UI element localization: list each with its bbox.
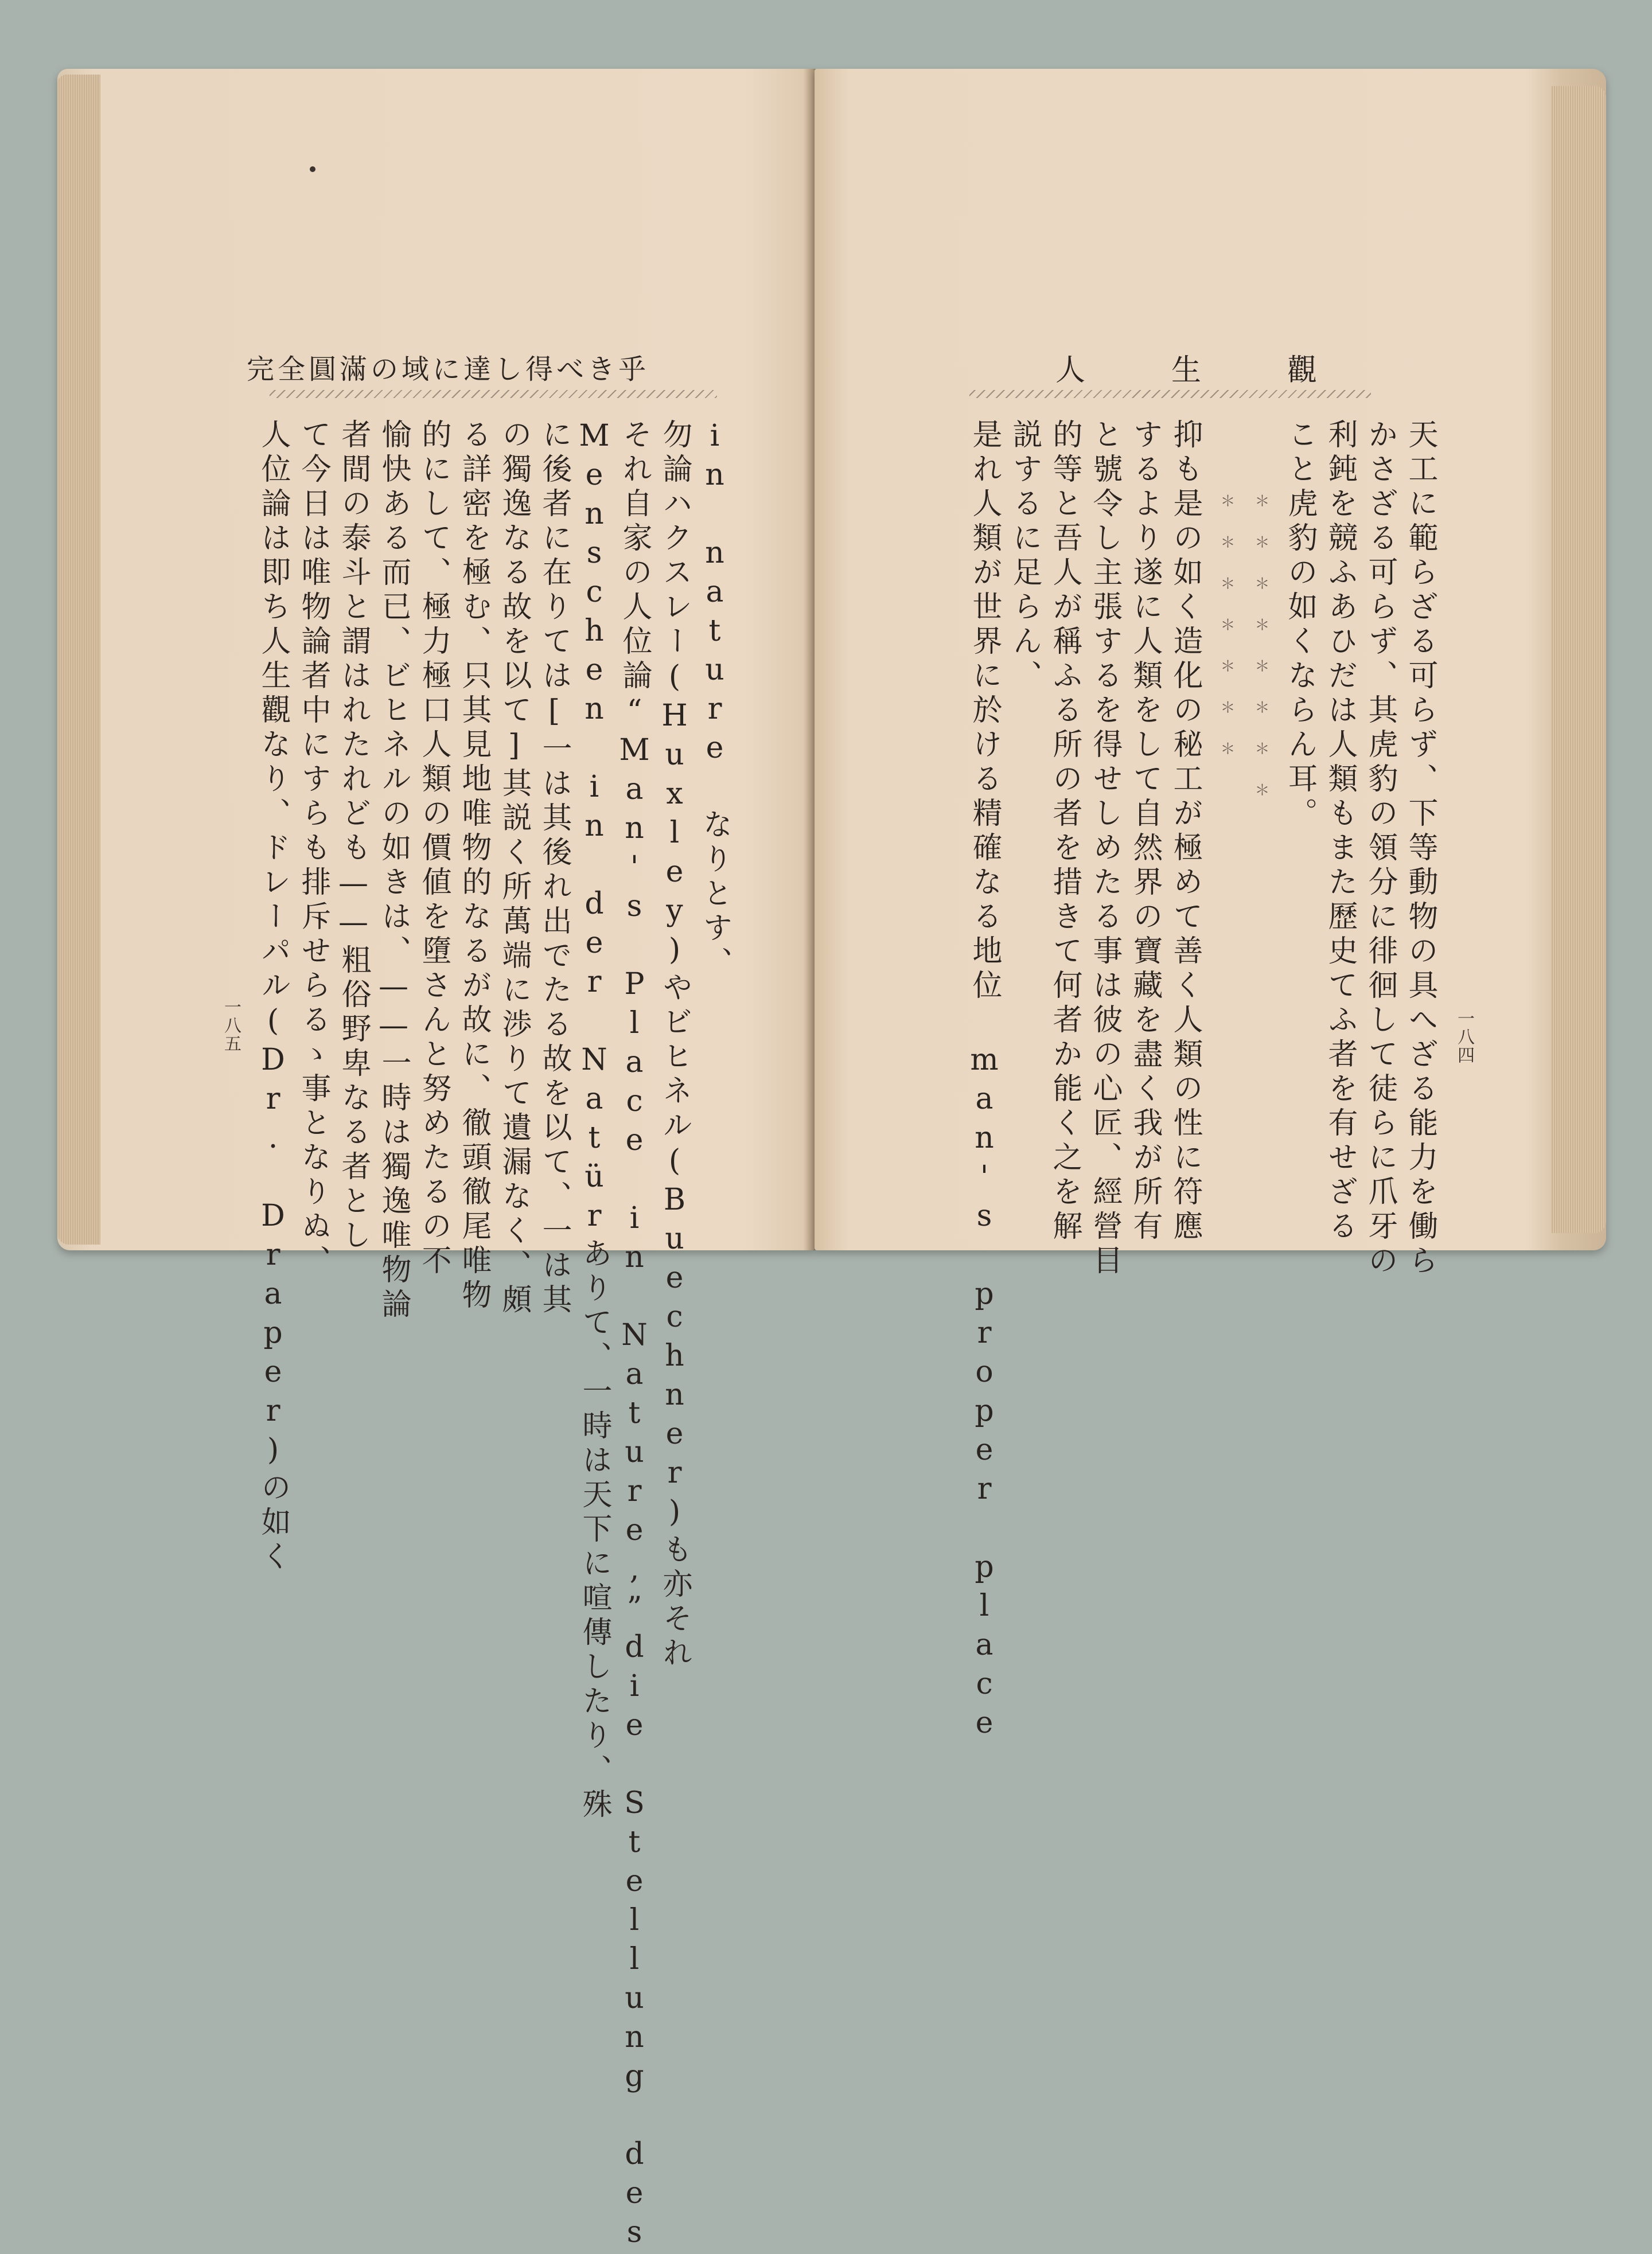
right-column-3: 利鈍を競ふあひだは人類もまた歷史てふ者を有せざる [1323,419,1357,1245]
right-column-6: するより遂に人類をして自然界の寶藏を盡く我が所有 [1128,419,1162,1245]
right-column-4: こと虎豹の如くならん耳。 [1283,419,1317,832]
left-column-5: に後者に在りては[一は其後れ出でたる故を以て、一は其 [537,419,571,1318]
right-column-7: と號令し主張するを得せしめたる事は彼の心匠、經營目 [1088,419,1122,1279]
page-edges-right [1552,86,1606,1233]
right-column-5: 抑も是の如く造化の秘工が極めて善く人類の性に符應 [1168,419,1202,1245]
right-column-9: 説するに足らん、 [1007,419,1042,694]
right-head-rule [969,390,1371,398]
open-book [57,69,1606,2254]
left-column-9: 愉快ある而已、ビヒネルの如きは、——一時は獨逸唯物論 [376,419,411,1323]
left-page [57,69,815,2254]
section-break-stars-1: ＊＊＊＊＊＊＊＊ [1252,493,1269,824]
left-column-11: て今日は唯物論者中にすらも排斥せらるゝ事となりぬ、 [296,419,330,1279]
right-page-number: 一八四 [1454,1009,1474,1064]
left-column-12: 人位論は即ち人生觀なり、ドレーパル(Dr. Draper)の如く [256,419,290,1575]
left-column-3: それ自家の人位論“Man's Place in Nature,”die Stellung des [617,419,652,2254]
right-page [815,69,1606,1745]
right-column-8: 的等と吾人が稱ふる所の者を措きて何者か能く之を解 [1047,419,1082,1245]
left-column-6: の獨逸なる故を以て]其説く所萬端に渉りて遺漏なく、頗 [497,419,531,1318]
ink-spot [310,166,315,172]
left-head-rule [270,390,717,398]
left-running-head: 完全圓滿の域に達し得べき乎 [247,353,650,385]
page-edges-left [57,75,100,1245]
left-column-1: in nature なりとす、 [698,419,732,981]
left-column-7: る詳密を極む、只其見地唯物的なるが故に、徹頭徹尾唯物 [457,419,491,1313]
left-page-number: 一八五 [221,998,241,1053]
left-column-4: Menschen in der Natürありて、一時は天下に喧傳したり、殊 [577,419,611,1823]
left-column-10: 者間の泰斗と謂はれたれども——粗俗野卑なる者とし [336,419,371,1254]
right-running-head: 人生觀 [1055,353,1404,388]
left-column-2: 勿論ハクスレー(Huxley)やビヒネル(Buechner)も亦それ [657,419,692,1671]
right-column-2: かさざる可らず、其虎豹の領分に徘徊して徒らに爪牙の [1363,419,1397,1279]
right-column-1: 天工に範らざる可らず、下等動物の具へざる能力を働ら [1403,419,1437,1279]
left-column-8: 的にして、極力極口人類の價値を墮さんと努めたるの不 [416,419,451,1279]
section-break-stars-2: ＊＊＊＊＊＊＊ [1218,493,1235,782]
right-column-10: 是れ人類が世界に於ける精確なる地位 man's proper place [967,419,1002,1745]
